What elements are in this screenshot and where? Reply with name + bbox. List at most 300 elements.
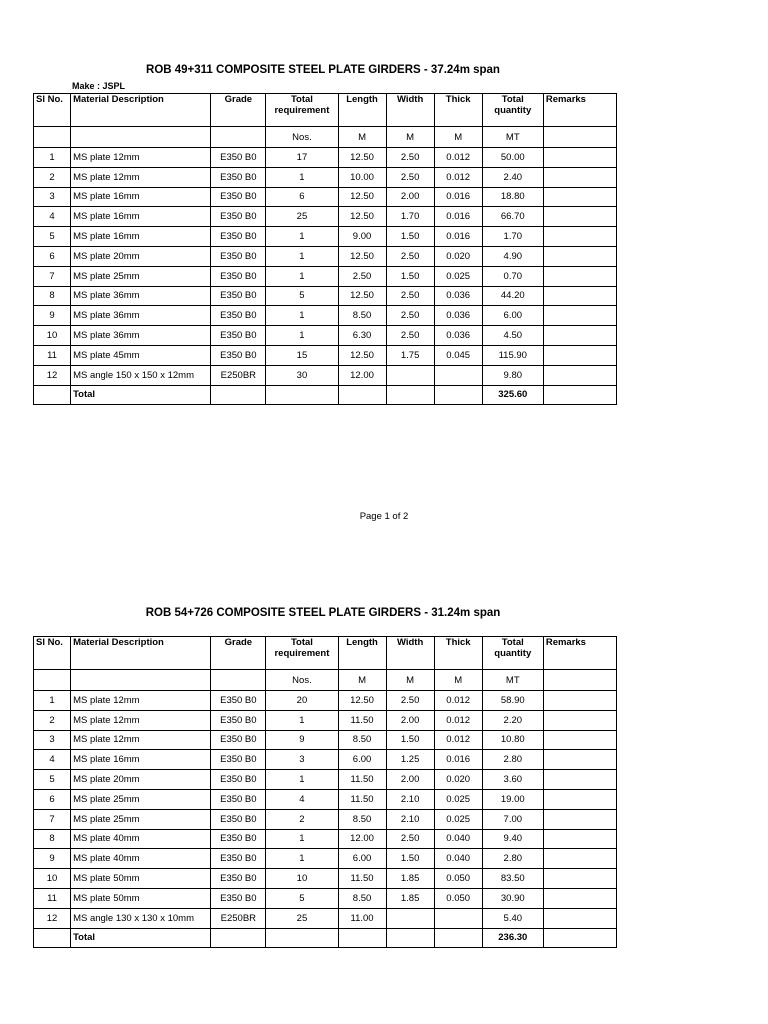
- cell-length: 8.50: [338, 809, 386, 829]
- cell-total-quantity: 2.80: [482, 849, 543, 869]
- cell-thick: 0.045: [434, 345, 482, 365]
- cell-description: MS plate 16mm: [71, 187, 211, 207]
- cell-total-quantity: 58.90: [482, 691, 543, 711]
- header-thick: Thick: [434, 94, 482, 127]
- cell-remarks: [543, 730, 616, 750]
- cell-description: MS plate 50mm: [71, 888, 211, 908]
- cell-total-quantity: 19.00: [482, 789, 543, 809]
- cell-remarks: [543, 365, 616, 385]
- cell-length: 2.50: [338, 266, 386, 286]
- table-row: [34, 809, 617, 829]
- cell-remarks: [543, 227, 616, 247]
- cell-total-requirement: 4: [266, 789, 338, 809]
- cell-length: 12.50: [338, 187, 386, 207]
- cell-length: 12.50: [338, 246, 386, 266]
- cell-thick: 0.012: [434, 148, 482, 168]
- cell-grade: E350 B0: [211, 750, 266, 770]
- table-row: [34, 789, 617, 809]
- cell-remarks: [543, 148, 616, 168]
- total-empty-cell: [386, 928, 434, 947]
- table-row: [34, 750, 617, 770]
- cell-total-requirement: 1: [266, 246, 338, 266]
- cell-thick: 0.025: [434, 809, 482, 829]
- cell-length: 8.50: [338, 306, 386, 326]
- unit-length: M: [338, 670, 386, 691]
- cell-remarks: [543, 691, 616, 711]
- header-total-requirement: Total requirement: [266, 637, 338, 670]
- cell-total-requirement: 1: [266, 167, 338, 187]
- cell-thick: 0.025: [434, 789, 482, 809]
- cell-sl-no: 4: [34, 750, 71, 770]
- cell-length: 11.50: [338, 710, 386, 730]
- table-row: [34, 246, 617, 266]
- unit-grade: [211, 127, 266, 148]
- table2: [33, 636, 617, 948]
- cell-description: MS plate 12mm: [71, 730, 211, 750]
- cell-length: 12.50: [338, 207, 386, 227]
- header-length: Length: [338, 94, 386, 127]
- cell-total-requirement: 1: [266, 770, 338, 790]
- cell-length: 9.00: [338, 227, 386, 247]
- cell-thick: 0.040: [434, 849, 482, 869]
- cell-width: 1.50: [386, 730, 434, 750]
- unit-total-requirement: Nos.: [266, 127, 338, 148]
- table-row: [34, 770, 617, 790]
- unit-description: [71, 670, 211, 691]
- header-material-description: Material Description: [71, 94, 211, 127]
- cell-total-requirement: 25: [266, 908, 338, 928]
- header-width: Width: [386, 94, 434, 127]
- cell-description: MS plate 12mm: [71, 710, 211, 730]
- cell-sl-no: 11: [34, 888, 71, 908]
- cell-description: MS plate 12mm: [71, 167, 211, 187]
- cell-sl-no: 1: [34, 148, 71, 168]
- cell-thick: 0.040: [434, 829, 482, 849]
- cell-width: 1.50: [386, 849, 434, 869]
- cell-thick: 0.020: [434, 770, 482, 790]
- cell-width: 1.70: [386, 207, 434, 227]
- cell-grade: E350 B0: [211, 770, 266, 790]
- cell-grade: E350 B0: [211, 246, 266, 266]
- cell-total-quantity: 5.40: [482, 908, 543, 928]
- cell-width: 1.75: [386, 345, 434, 365]
- cell-sl-no: 6: [34, 246, 71, 266]
- cell-length: 11.00: [338, 908, 386, 928]
- cell-total-requirement: 1: [266, 849, 338, 869]
- cell-width: 2.00: [386, 770, 434, 790]
- unit-width: M: [386, 127, 434, 148]
- cell-remarks: [543, 266, 616, 286]
- cell-total-quantity: 3.60: [482, 770, 543, 790]
- cell-grade: E250BR: [211, 365, 266, 385]
- cell-description: MS angle 130 x 130 x 10mm: [71, 908, 211, 928]
- header-width: Width: [386, 637, 434, 670]
- cell-length: 6.30: [338, 326, 386, 346]
- cell-total-quantity: 2.40: [482, 167, 543, 187]
- cell-thick: 0.012: [434, 710, 482, 730]
- header-remarks: Remarks: [543, 637, 616, 670]
- cell-width: 2.50: [386, 246, 434, 266]
- cell-description: MS plate 50mm: [71, 869, 211, 889]
- table-row: [34, 365, 617, 385]
- cell-description: MS plate 25mm: [71, 266, 211, 286]
- cell-thick: [434, 908, 482, 928]
- total-empty-cell: [434, 928, 482, 947]
- total-row: [34, 385, 617, 404]
- unit-thick: M: [434, 670, 482, 691]
- cell-description: MS plate 36mm: [71, 326, 211, 346]
- cell-description: MS plate 25mm: [71, 789, 211, 809]
- total-value: 325.60: [482, 385, 543, 404]
- header-length: Length: [338, 637, 386, 670]
- cell-total-requirement: 1: [266, 829, 338, 849]
- table1-body: [34, 127, 617, 405]
- cell-remarks: [543, 829, 616, 849]
- units-row: [34, 127, 617, 148]
- cell-remarks: [543, 809, 616, 829]
- cell-grade: E350 B0: [211, 849, 266, 869]
- total-empty-cell: [211, 385, 266, 404]
- units-row: [34, 670, 617, 691]
- cell-description: MS plate 16mm: [71, 227, 211, 247]
- cell-remarks: [543, 750, 616, 770]
- cell-width: [386, 365, 434, 385]
- cell-total-requirement: 25: [266, 207, 338, 227]
- cell-grade: E350 B0: [211, 148, 266, 168]
- cell-width: 1.50: [386, 266, 434, 286]
- cell-thick: 0.012: [434, 167, 482, 187]
- header-sl-no: Sl No.: [34, 94, 71, 127]
- cell-grade: E350 B0: [211, 829, 266, 849]
- cell-grade: E350 B0: [211, 869, 266, 889]
- cell-remarks: [543, 789, 616, 809]
- total-label: Total: [71, 928, 211, 947]
- cell-description: MS plate 40mm: [71, 829, 211, 849]
- unit-total-requirement: Nos.: [266, 670, 338, 691]
- cell-length: 12.00: [338, 365, 386, 385]
- cell-width: 2.50: [386, 691, 434, 711]
- cell-thick: 0.016: [434, 207, 482, 227]
- table-row: [34, 829, 617, 849]
- unit-remarks: [543, 670, 616, 691]
- cell-thick: 0.036: [434, 326, 482, 346]
- cell-total-quantity: 66.70: [482, 207, 543, 227]
- cell-total-quantity: 83.50: [482, 869, 543, 889]
- cell-thick: 0.016: [434, 187, 482, 207]
- table-row: [34, 908, 617, 928]
- cell-sl-no: 7: [34, 266, 71, 286]
- cell-total-quantity: 9.80: [482, 365, 543, 385]
- cell-total-quantity: 115.90: [482, 345, 543, 365]
- cell-description: MS plate 25mm: [71, 809, 211, 829]
- cell-grade: E250BR: [211, 908, 266, 928]
- table-row: [34, 710, 617, 730]
- cell-sl-no: 12: [34, 908, 71, 928]
- unit-thick: M: [434, 127, 482, 148]
- cell-sl-no: 9: [34, 306, 71, 326]
- cell-grade: E350 B0: [211, 306, 266, 326]
- cell-description: MS plate 40mm: [71, 849, 211, 869]
- cell-thick: 0.012: [434, 691, 482, 711]
- cell-thick: 0.050: [434, 869, 482, 889]
- table1-title: ROB 49+311 COMPOSITE STEEL PLATE GIRDERS - 37.24m span: [146, 64, 500, 76]
- table-row: [34, 148, 617, 168]
- header-total-quantity: Total quantity: [482, 637, 543, 670]
- table2-body: [34, 670, 617, 948]
- cell-grade: E350 B0: [211, 167, 266, 187]
- cell-remarks: [543, 167, 616, 187]
- cell-total-requirement: 2: [266, 809, 338, 829]
- cell-total-quantity: 4.50: [482, 326, 543, 346]
- cell-grade: E350 B0: [211, 326, 266, 346]
- cell-length: 11.50: [338, 789, 386, 809]
- cell-remarks: [543, 326, 616, 346]
- table1-header-row: [34, 94, 617, 127]
- header-grade: Grade: [211, 94, 266, 127]
- table-row: [34, 306, 617, 326]
- cell-total-requirement: 17: [266, 148, 338, 168]
- table-row: [34, 888, 617, 908]
- cell-sl-no: 5: [34, 227, 71, 247]
- cell-total-requirement: 10: [266, 869, 338, 889]
- cell-total-requirement: 30: [266, 365, 338, 385]
- cell-grade: E350 B0: [211, 809, 266, 829]
- table-row: [34, 227, 617, 247]
- cell-grade: E350 B0: [211, 187, 266, 207]
- total-empty-cell: [543, 928, 616, 947]
- cell-length: 11.50: [338, 770, 386, 790]
- total-empty-cell: [386, 385, 434, 404]
- cell-length: 12.50: [338, 345, 386, 365]
- cell-total-quantity: 2.20: [482, 710, 543, 730]
- cell-description: MS plate 16mm: [71, 750, 211, 770]
- cell-remarks: [543, 888, 616, 908]
- cell-thick: 0.016: [434, 227, 482, 247]
- cell-total-requirement: 5: [266, 888, 338, 908]
- cell-description: MS plate 16mm: [71, 207, 211, 227]
- cell-remarks: [543, 345, 616, 365]
- cell-length: 8.50: [338, 730, 386, 750]
- unit-total-quantity: MT: [482, 127, 543, 148]
- cell-length: 12.00: [338, 829, 386, 849]
- cell-total-quantity: 0.70: [482, 266, 543, 286]
- cell-length: 6.00: [338, 750, 386, 770]
- table2-title: ROB 54+726 COMPOSITE STEEL PLATE GIRDERS - 31.24m span: [145, 607, 501, 619]
- cell-thick: 0.012: [434, 730, 482, 750]
- cell-description: MS plate 20mm: [71, 246, 211, 266]
- cell-remarks: [543, 187, 616, 207]
- cell-length: 12.50: [338, 691, 386, 711]
- cell-thick: 0.020: [434, 246, 482, 266]
- table-row: [34, 167, 617, 187]
- total-label: Total: [71, 385, 211, 404]
- cell-width: 1.85: [386, 888, 434, 908]
- table-row: [34, 207, 617, 227]
- table1: [33, 93, 617, 405]
- cell-width: 1.50: [386, 227, 434, 247]
- cell-sl-no: 5: [34, 770, 71, 790]
- cell-thick: 0.025: [434, 266, 482, 286]
- cell-grade: E350 B0: [211, 286, 266, 306]
- cell-sl-no: 4: [34, 207, 71, 227]
- cell-sl-no: 2: [34, 710, 71, 730]
- unit-sl-no: [34, 127, 71, 148]
- cell-total-requirement: 6: [266, 187, 338, 207]
- cell-remarks: [543, 869, 616, 889]
- cell-remarks: [543, 849, 616, 869]
- total-empty-cell: [34, 928, 71, 947]
- table-row: [34, 730, 617, 750]
- cell-sl-no: 3: [34, 187, 71, 207]
- table-row: [34, 345, 617, 365]
- unit-grade: [211, 670, 266, 691]
- cell-total-requirement: 1: [266, 227, 338, 247]
- unit-sl-no: [34, 670, 71, 691]
- cell-total-quantity: 7.00: [482, 809, 543, 829]
- cell-total-quantity: 6.00: [482, 306, 543, 326]
- cell-remarks: [543, 246, 616, 266]
- cell-description: MS angle 150 x 150 x 12mm: [71, 365, 211, 385]
- cell-remarks: [543, 286, 616, 306]
- cell-length: 8.50: [338, 888, 386, 908]
- cell-total-quantity: 4.90: [482, 246, 543, 266]
- header-material-description: Material Description: [71, 637, 211, 670]
- cell-grade: E350 B0: [211, 730, 266, 750]
- cell-total-requirement: 1: [266, 306, 338, 326]
- table2-header-row: [34, 637, 617, 670]
- cell-total-requirement: 1: [266, 326, 338, 346]
- cell-grade: E350 B0: [211, 227, 266, 247]
- total-empty-cell: [543, 385, 616, 404]
- cell-sl-no: 6: [34, 789, 71, 809]
- cell-description: MS plate 45mm: [71, 345, 211, 365]
- cell-width: 2.10: [386, 809, 434, 829]
- cell-total-quantity: 18.80: [482, 187, 543, 207]
- cell-total-requirement: 15: [266, 345, 338, 365]
- header-total-requirement: Total requirement: [266, 94, 338, 127]
- total-empty-cell: [34, 385, 71, 404]
- table-row: [34, 266, 617, 286]
- cell-grade: E350 B0: [211, 266, 266, 286]
- cell-thick: 0.050: [434, 888, 482, 908]
- cell-remarks: [543, 770, 616, 790]
- cell-length: 12.50: [338, 286, 386, 306]
- cell-total-requirement: 9: [266, 730, 338, 750]
- cell-sl-no: 12: [34, 365, 71, 385]
- cell-grade: E350 B0: [211, 207, 266, 227]
- cell-length: 10.00: [338, 167, 386, 187]
- cell-length: 12.50: [338, 148, 386, 168]
- cell-total-quantity: 44.20: [482, 286, 543, 306]
- cell-total-requirement: 1: [266, 266, 338, 286]
- cell-width: 2.50: [386, 167, 434, 187]
- cell-sl-no: 8: [34, 286, 71, 306]
- unit-length: M: [338, 127, 386, 148]
- table1-make: Make : JSPL: [72, 81, 126, 91]
- cell-width: 2.50: [386, 326, 434, 346]
- cell-width: 2.50: [386, 148, 434, 168]
- table-row: [34, 691, 617, 711]
- cell-sl-no: 1: [34, 691, 71, 711]
- cell-grade: E350 B0: [211, 789, 266, 809]
- cell-width: [386, 908, 434, 928]
- table-row: [34, 326, 617, 346]
- cell-total-requirement: 3: [266, 750, 338, 770]
- cell-description: MS plate 36mm: [71, 306, 211, 326]
- cell-width: 2.50: [386, 286, 434, 306]
- cell-remarks: [543, 710, 616, 730]
- cell-total-quantity: 9.40: [482, 829, 543, 849]
- cell-width: 2.00: [386, 187, 434, 207]
- cell-sl-no: 3: [34, 730, 71, 750]
- cell-thick: 0.016: [434, 750, 482, 770]
- cell-total-quantity: 50.00: [482, 148, 543, 168]
- total-value: 236.30: [482, 928, 543, 947]
- cell-remarks: [543, 908, 616, 928]
- cell-sl-no: 2: [34, 167, 71, 187]
- cell-remarks: [543, 306, 616, 326]
- cell-width: 1.25: [386, 750, 434, 770]
- unit-remarks: [543, 127, 616, 148]
- header-total-quantity: Total quantity: [482, 94, 543, 127]
- cell-length: 6.00: [338, 849, 386, 869]
- cell-width: 2.00: [386, 710, 434, 730]
- cell-sl-no: 8: [34, 829, 71, 849]
- total-empty-cell: [266, 928, 338, 947]
- table-row: [34, 187, 617, 207]
- unit-width: M: [386, 670, 434, 691]
- cell-description: MS plate 12mm: [71, 148, 211, 168]
- cell-grade: E350 B0: [211, 710, 266, 730]
- cell-total-requirement: 5: [266, 286, 338, 306]
- header-grade: Grade: [211, 637, 266, 670]
- table-row: [34, 286, 617, 306]
- header-remarks: Remarks: [543, 94, 616, 127]
- cell-grade: E350 B0: [211, 691, 266, 711]
- cell-description: MS plate 20mm: [71, 770, 211, 790]
- unit-total-quantity: MT: [482, 670, 543, 691]
- cell-grade: E350 B0: [211, 345, 266, 365]
- header-sl-no: Sl No.: [34, 637, 71, 670]
- total-empty-cell: [338, 385, 386, 404]
- cell-thick: [434, 365, 482, 385]
- cell-sl-no: 9: [34, 849, 71, 869]
- total-empty-cell: [266, 385, 338, 404]
- cell-total-quantity: 10.80: [482, 730, 543, 750]
- cell-width: 1.85: [386, 869, 434, 889]
- page-number: Page 1 of 2: [359, 511, 409, 522]
- cell-length: 11.50: [338, 869, 386, 889]
- cell-sl-no: 10: [34, 869, 71, 889]
- total-empty-cell: [338, 928, 386, 947]
- cell-width: 2.50: [386, 306, 434, 326]
- unit-description: [71, 127, 211, 148]
- cell-sl-no: 10: [34, 326, 71, 346]
- cell-total-requirement: 20: [266, 691, 338, 711]
- cell-sl-no: 11: [34, 345, 71, 365]
- total-empty-cell: [211, 928, 266, 947]
- cell-sl-no: 7: [34, 809, 71, 829]
- header-thick: Thick: [434, 637, 482, 670]
- cell-total-quantity: 1.70: [482, 227, 543, 247]
- cell-thick: 0.036: [434, 286, 482, 306]
- cell-total-quantity: 30.90: [482, 888, 543, 908]
- cell-description: MS plate 36mm: [71, 286, 211, 306]
- cell-grade: E350 B0: [211, 888, 266, 908]
- table-row: [34, 869, 617, 889]
- cell-width: 2.50: [386, 829, 434, 849]
- total-empty-cell: [434, 385, 482, 404]
